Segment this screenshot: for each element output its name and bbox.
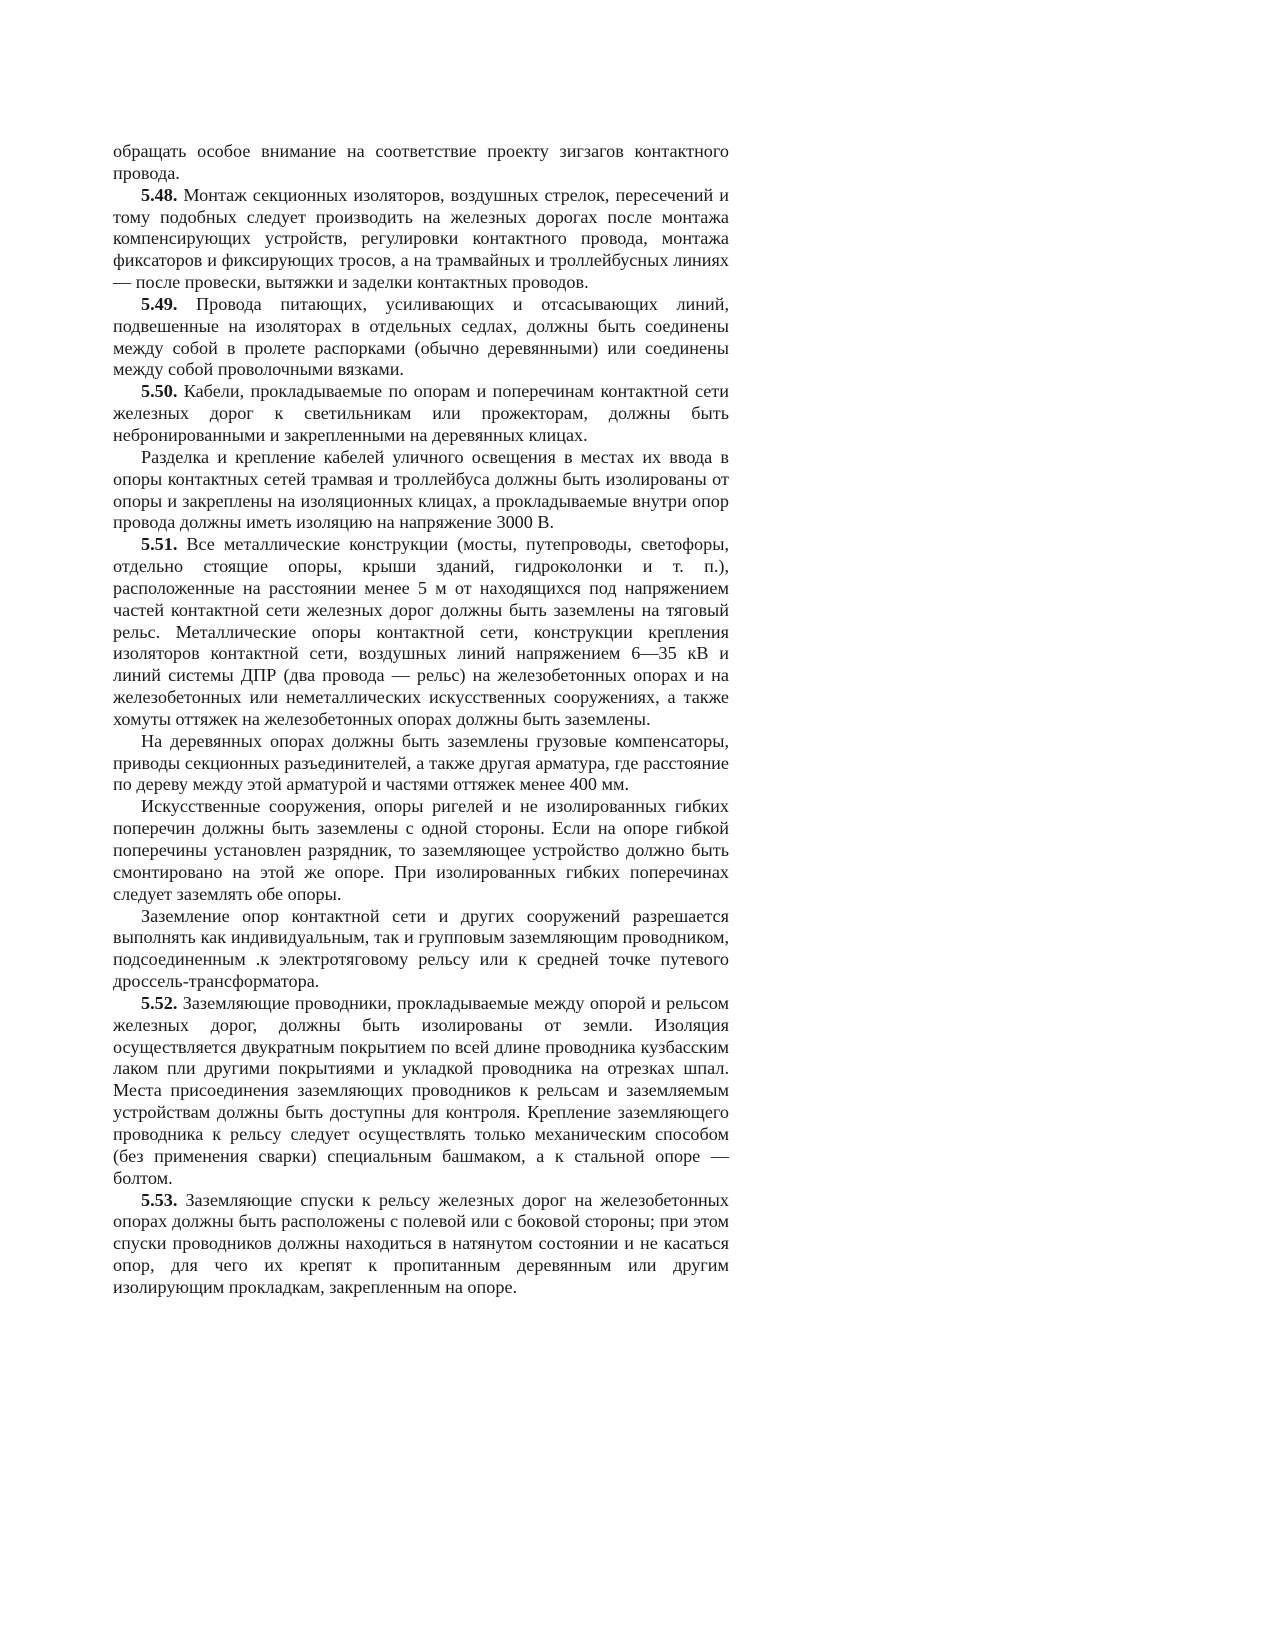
- clause-5-49: [113, 294, 729, 381]
- clause-5-53: [113, 1190, 729, 1299]
- clause-5-50: [113, 381, 729, 447]
- clause-5-51: [113, 534, 729, 731]
- clause-number: 5.48.: [141, 184, 178, 205]
- paragraph-text: На деревянных опорах должны быть заземлены грузовые компенсаторы, приводы секционных разъединителей, а также другая арматура, где расстояние по дереву между этой арматурой и частями оттяжек менее 400 мм.: [113, 730, 729, 795]
- clause-number: 5.50.: [141, 381, 178, 402]
- clause-number: 5.52.: [141, 992, 178, 1013]
- clause-5-52: [113, 993, 729, 1190]
- paragraph-text: Все металлические конструкции (мосты, путепроводы, светофоры, отдельно стоящие опоры, крыши зданий, гидроколонки и т. п.), расположенные на расстоянии менее 5 м от находящихся под напряжением частей контактной сети железных дорог должны быть заземлены на тяговый рельс. Металлические опоры контактной сети, конструкции крепления изоляторов контактной сети, воздушных линий напряжением 6—35 кВ и линий системы ДПР (два провода — рельс) на железобетонных опорах и на железобетонных или неметаллических искусственных сооружениях, а также хомуты оттяжек на железобетонных опорах должны быть заземлены.: [113, 534, 729, 729]
- clause-5-48: [113, 185, 729, 294]
- paragraph-text: Искусственные сооружения, опоры ригелей и не изолированных гибких поперечин должны быть заземлены с одной стороны. Если на опоре гибкой поперечины установлен разрядник, то заземляющее устройство должно быть смонтировано на этой же опоре. При изолированных гибких поперечинах следует заземлять обе опоры.: [113, 796, 729, 904]
- paragraph-text: Заземляющие проводники, прокладываемые между опорой и рельсом железных дорог, должны быть изолированы от земли. Изоляция осуществляется двукратным покрытием по всей длине проводника кузбасским лаком пли другими покрытиями и укладкой проводника на отрезках шпал. Места присоединения заземляющих проводников к рельсам и заземляемым устройствам должны быть доступны для контроля. Крепление заземляющего проводника к рельсу следует осуществлять только механическим способом (без применения сварки) специальным башмаком, а к стальной опоре — болтом.: [113, 992, 729, 1188]
- paragraph-wooden-supports: [113, 731, 729, 797]
- paragraph-text: Кабели, прокладываемые по опорам и поперечинам контактной сети железных дорог к светильникам или прожекторам, должны быть небронированными и закрепленными на деревянных клицах.: [113, 381, 729, 445]
- paragraph-artificial-structures: [113, 796, 729, 905]
- document-page: [113, 141, 729, 1299]
- clause-number: 5.49.: [141, 293, 178, 314]
- paragraph-continuation: [113, 141, 729, 185]
- paragraph-grounding-methods: [113, 906, 729, 993]
- paragraph-text: Заземление опор контактной сети и других сооружений разрешается выполнять как индивидуальным, так и групповым заземляющим проводником, подсоединенным .к электротяговому рельсу или к средней точке путевого дроссель-трансформатора.: [113, 905, 729, 992]
- clause-number: 5.53.: [141, 1189, 178, 1210]
- paragraph-text: обращать особое внимание на соответствие проекту зигзагов контактного провода.: [113, 141, 729, 183]
- paragraph-text: Монтаж секционных изоляторов, воздушных стрелок, пересечений и тому подобных следует производить на железных дорогах после монтажа компенсирующих устройств, регулировки контактного провода, монтажа фиксаторов и фиксирующих тросов, а на трамвайных и троллейбусных линиях — после провески, вытяжки и заделки контактных проводов.: [113, 184, 729, 293]
- paragraph-street-lighting-cables: [113, 447, 729, 534]
- paragraph-text: Провода питающих, усиливающих и отсасывающих линий, подвешенные на изоляторах в отдельных седлах, должны быть соединены между собой в пролете распорками (обычно деревянными) или соединены между собой проволочными вязками.: [113, 293, 729, 380]
- clause-number: 5.51.: [141, 534, 178, 555]
- paragraph-text: Разделка и крепление кабелей уличного освещения в местах их ввода в опоры контактных сетей трамвая и троллейбуса должны быть изолированы от опоры и закреплены на изоляционных клицах, а прокладываемые внутри опор провода должны иметь изоляцию на напряжение 3000 В.: [113, 446, 729, 533]
- paragraph-text: Заземляющие спуски к рельсу железных дорог на железобетонных опорах должны быть расположены с полевой или с боковой стороны; при этом спуски проводников должны находиться в натянутом состоянии и не касаться опор, для чего их крепят к пропитанным деревянным или другим изолирующим прокладкам, закрепленным на опоре.: [113, 1189, 729, 1297]
